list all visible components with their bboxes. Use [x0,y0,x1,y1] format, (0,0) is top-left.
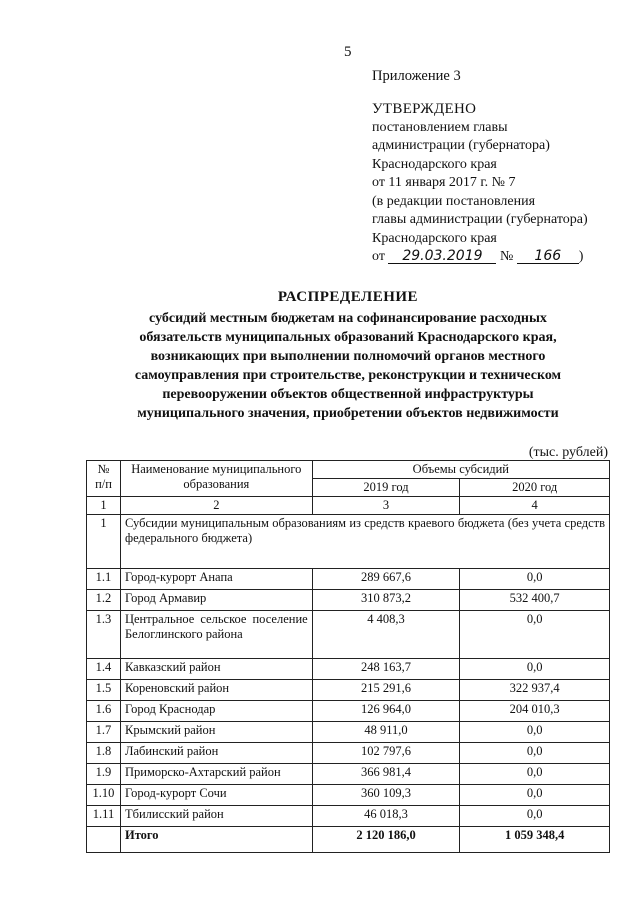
total-row [87,827,610,853]
handwritten-date: 29.03.2019 [388,249,496,264]
appendix-label: Приложение 3 [372,68,461,84]
heading-line: перевооружении объектов общественной инфраструктуры [162,387,534,402]
approval-block [372,100,588,267]
row-value-2019: 48 911,0 [312,722,460,743]
units-label: (тыс. рублей) [528,445,608,460]
row-value-2020: 0,0 [460,659,610,680]
row-number: 1.3 [87,611,121,659]
heading-line: самоуправления при строительстве, реконструкции и техническом [134,368,562,383]
table-row [87,806,610,827]
row-value-2019: 46 018,3 [312,806,460,827]
approval-line: (в редакции постановления [372,193,536,209]
table-row [87,785,610,806]
approval-line: Краснодарского края [372,156,497,172]
subsidy-table [86,460,610,853]
heading-line: обязательств муниципальных образований Краснодарского края, [139,330,557,345]
row-value-2020: 532 400,7 [460,590,610,611]
row-number: 1.8 [87,743,121,764]
row-value-2020: 204 010,3 [460,701,610,722]
row-name: Город Армавир [120,590,312,611]
index-cell: 2 [120,497,312,515]
table-header-row [87,461,610,479]
row-number: 1.7 [87,722,121,743]
row-name: Тбилисский район [120,806,312,827]
row-value-2020: 0,0 [460,785,610,806]
header-no: № п/п [87,461,121,497]
row-value-2019: 248 163,7 [312,659,460,680]
approval-line: Краснодарского края [372,230,497,246]
row-name: Центральное сельское поселение Белоглинского района [120,611,312,659]
row-number: 1.9 [87,764,121,785]
row-value-2020: 322 937,4 [460,680,610,701]
handwritten-number: 166 [517,249,579,264]
table-row [87,569,610,590]
row-name: Город-курорт Анапа [120,569,312,590]
table-body [87,569,610,827]
row-name: Крымский район [120,722,312,743]
total-2019: 2 120 186,0 [312,827,460,853]
row-number: 1.5 [87,680,121,701]
document-heading [86,288,610,423]
approval-from: от [372,249,385,264]
row-value-2020: 0,0 [460,743,610,764]
total-label: Итого [120,827,312,853]
row-value-2020: 0,0 [460,611,610,659]
index-cell: 4 [460,497,610,515]
heading-line: возникающих при выполнении полномочий органов местного [150,349,546,364]
row-value-2019: 102 797,6 [312,743,460,764]
row-value-2020: 0,0 [460,806,610,827]
row-value-2019: 215 291,6 [312,680,460,701]
approval-line: администрации (губернатора) [372,138,550,153]
section-text: Субсидии муниципальным образованиям из средств краевого бюджета (без учета средств федерального бюджета) [120,515,609,569]
table-row [87,659,610,680]
table-row [87,722,610,743]
row-value-2019: 4 408,3 [312,611,460,659]
row-number: 1.6 [87,701,121,722]
heading-line: муниципального значения, приобретении объектов недвижимости [137,406,559,421]
row-value-2019: 310 873,2 [312,590,460,611]
approval-number-sign: № [499,249,514,264]
approval-date-line [372,248,588,267]
row-number: 1.10 [87,785,121,806]
table-row [87,701,610,722]
table-row [87,680,610,701]
total-no [87,827,121,853]
row-value-2019: 366 981,4 [312,764,460,785]
table-row [87,743,610,764]
row-name: Приморско-Ахтарский район [120,764,312,785]
header-2019: 2019 год [312,479,460,497]
row-value-2020: 0,0 [460,722,610,743]
row-name: Кореновский район [120,680,312,701]
section-row [87,515,610,569]
approval-close: ) [578,249,584,264]
table-row [87,764,610,785]
row-number: 1.11 [87,806,121,827]
row-number: 1.4 [87,659,121,680]
table-row [87,611,610,659]
row-value-2019: 289 667,6 [312,569,460,590]
approval-title: УТВЕРЖДЕНО [372,101,477,117]
table-index-row [87,497,610,515]
header-2020: 2020 год [460,479,610,497]
page-number: 5 [344,44,352,60]
row-value-2019: 126 964,0 [312,701,460,722]
index-cell: 3 [312,497,460,515]
table-row [87,590,610,611]
row-number: 1.1 [87,569,121,590]
heading-title: РАСПРЕДЕЛЕНИЕ [277,289,419,305]
heading-line: субсидий местным бюджетам на софинансирование расходных [149,311,547,326]
row-name: Лабинский район [120,743,312,764]
row-name: Кавказский район [120,659,312,680]
total-2020: 1 059 348,4 [460,827,610,853]
approval-line: главы администрации (губернатора) [372,212,588,227]
row-name: Город-курорт Сочи [120,785,312,806]
header-volumes: Объемы субсидий [312,461,609,479]
row-name: Город Краснодар [120,701,312,722]
row-value-2019: 360 109,3 [312,785,460,806]
index-cell: 1 [87,497,121,515]
row-number: 1.2 [87,590,121,611]
approval-line: постановлением главы [372,119,508,135]
approval-line: от 11 января 2017 г. № 7 [372,175,516,190]
section-no: 1 [87,515,121,569]
row-value-2020: 0,0 [460,569,610,590]
row-value-2020: 0,0 [460,764,610,785]
header-name: Наименование муниципального образования [120,461,312,497]
